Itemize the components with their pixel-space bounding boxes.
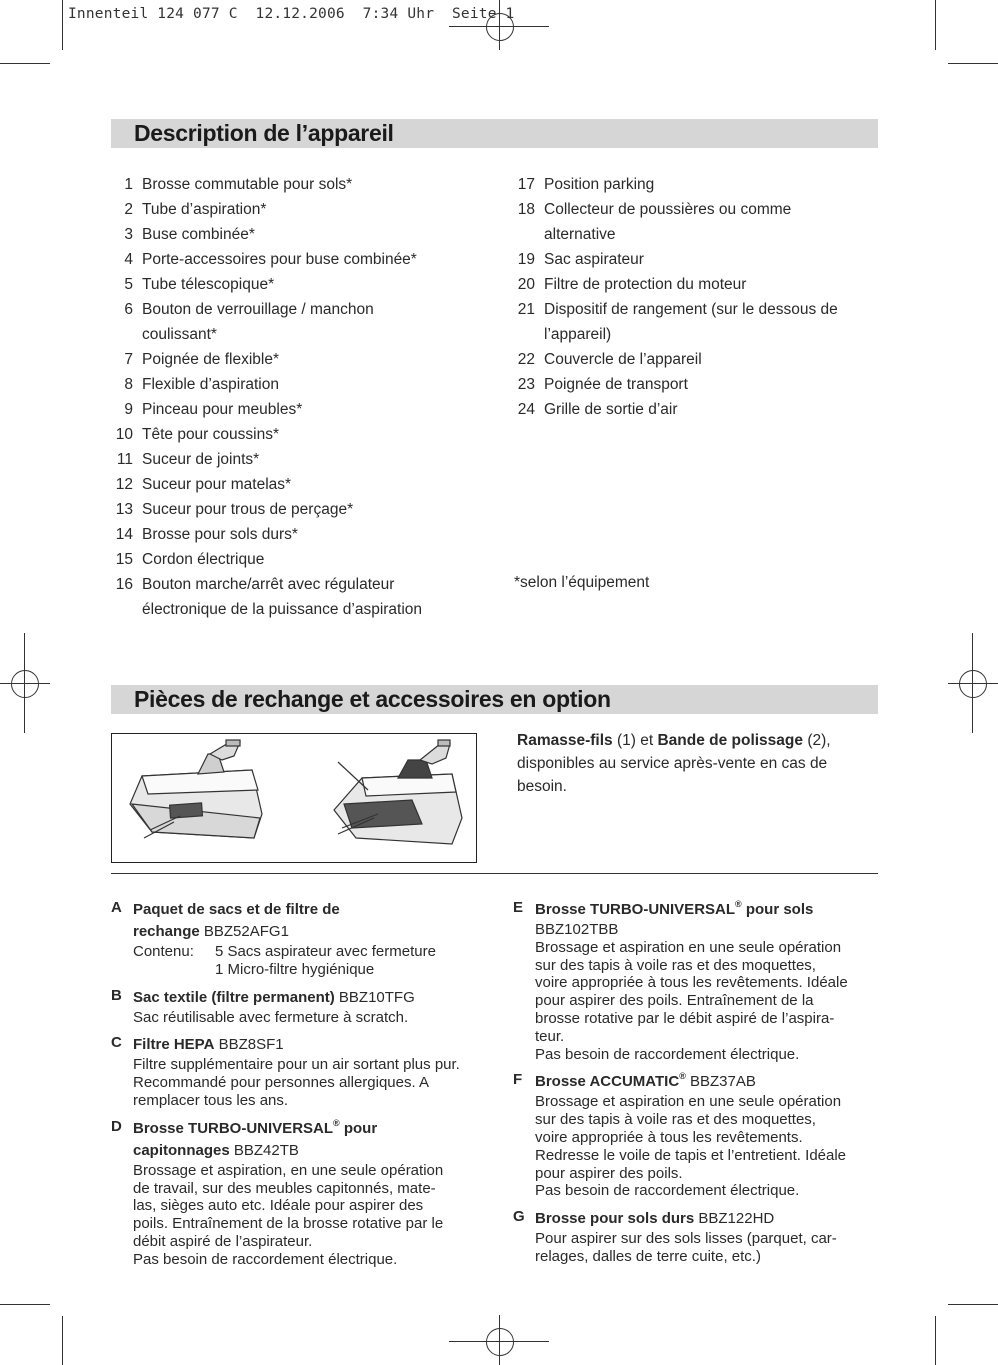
accessory-letter: A	[111, 899, 122, 916]
accessory-code: BBZ52AFG1	[199, 923, 289, 940]
accessory-desc: de travail, sur des meubles capitonnés, mate-	[133, 1179, 436, 1197]
accessory-desc: Pas besoin de raccordement électrique.	[133, 1250, 398, 1268]
part-item	[513, 397, 893, 422]
part-number: 7	[124, 351, 133, 368]
part-label: Bouton de verrouillage / manchon	[142, 301, 374, 318]
part-label: Buse combinée*	[142, 226, 255, 243]
part-label: Porte-accessoires pour buse combinée*	[142, 251, 417, 268]
part-label: Grille de sortie d’air	[544, 401, 678, 418]
accessory-desc: pour aspirer des poils. Entraînement de la	[535, 992, 814, 1010]
contenu-item: 1 Micro-filtre hygiénique	[215, 960, 375, 978]
accessory-desc: voire appropriée à tous les revêtements.	[535, 1128, 803, 1146]
contenu-label: Contenu:	[133, 943, 194, 960]
part-item	[111, 497, 491, 522]
note-text: (2),	[803, 732, 831, 749]
accessory-code: BBZ42TB	[229, 1141, 299, 1159]
part-item	[111, 572, 491, 597]
footnote: *selon l’équipement	[514, 574, 650, 591]
accessory-letter: D	[111, 1117, 122, 1135]
accessory-note-line: disponibles au service après-vente en cas de	[517, 755, 828, 772]
part-number: 16	[115, 576, 133, 593]
accessory-title: Paquet de sacs et de filtre de	[133, 901, 340, 918]
accessory-code: BBZ102TBB	[535, 921, 619, 938]
part-label-continued: électronique de la puissance d’aspiration	[142, 601, 423, 618]
part-item	[111, 272, 491, 297]
accessory-desc: sur des tapis à voile ras et des moquettes,	[535, 1111, 816, 1129]
note-text: (1) et	[612, 732, 658, 749]
accessory-desc: brosse rotative par le débit aspiré de l’aspira-	[535, 1009, 835, 1027]
divider	[111, 873, 878, 874]
accessory-desc: las, sièges auto etc. Idéale pour aspirer des	[133, 1197, 424, 1215]
accessory-desc: Brossage et aspiration en une seule opération	[535, 1093, 842, 1111]
accessory-G	[513, 1208, 893, 1266]
part-item	[111, 547, 491, 572]
part-label-continued: l’appareil)	[544, 326, 612, 343]
part-label: Brosse pour sols durs*	[142, 526, 298, 543]
part-number: 2	[124, 201, 133, 218]
accessory-title: rechange	[133, 923, 200, 940]
part-item	[111, 172, 491, 197]
part-number: 24	[517, 401, 535, 418]
part-label: Bouton marche/arrêt avec régulateur	[142, 576, 395, 593]
part-label: Suceur pour matelas*	[142, 476, 292, 493]
crop-mark	[62, 0, 63, 50]
accessory-title: Brosse TURBO-UNIVERSAL	[133, 1119, 334, 1137]
part-number: 17	[517, 176, 535, 193]
note-bold: Bande de polissage	[657, 732, 804, 749]
part-label: Collecteur de poussières ou comme	[544, 201, 792, 218]
part-item	[111, 447, 491, 472]
part-number: 10	[115, 426, 133, 443]
part-label: Filtre de protection du moteur	[544, 276, 747, 293]
part-label: Position parking	[544, 176, 655, 193]
accessory-desc: voire appropriée à tous les revêtements. Idéale	[535, 974, 848, 992]
accessory-title: Brosse pour sols durs	[535, 1210, 695, 1228]
part-number: 6	[124, 301, 133, 318]
registered-mark: ®	[333, 1117, 340, 1128]
accessory-desc: pour aspirer des poils.	[535, 1164, 683, 1182]
floor-nozzle-brush-icon	[130, 740, 262, 838]
part-item	[513, 247, 893, 272]
section-title: Description de l’appareil	[134, 120, 394, 146]
accessory-title: Brosse ACCUMATIC	[535, 1073, 680, 1091]
nozzle-illustration	[111, 733, 477, 863]
accessory-note	[517, 729, 877, 798]
part-item	[111, 422, 491, 447]
part-item	[111, 197, 491, 222]
part-number: 3	[124, 226, 133, 243]
part-number: 12	[115, 476, 133, 493]
accessory-letter: E	[513, 899, 524, 916]
accessory-title: Sac textile (filtre permanent)	[133, 988, 335, 1006]
accessory-E	[513, 899, 893, 1063]
part-label: Poignée de flexible*	[142, 351, 280, 368]
part-number: 1	[124, 176, 133, 193]
part-item	[513, 272, 893, 297]
accessory-desc: sur des tapis à voile ras et des moquettes,	[535, 956, 816, 974]
part-item	[513, 172, 893, 197]
accessory-note-line: besoin.	[517, 778, 567, 795]
accessory-A	[111, 899, 501, 979]
accessory-D	[111, 1118, 501, 1269]
part-item	[111, 247, 491, 272]
part-label: Poignée de transport	[544, 376, 688, 393]
part-number: 5	[124, 276, 133, 293]
part-item	[513, 297, 893, 322]
accessory-desc: poils. Entraînement de la brosse rotative par le	[133, 1215, 444, 1233]
part-number: 20	[517, 276, 535, 293]
part-number: 9	[124, 401, 133, 418]
part-number: 8	[124, 376, 133, 393]
parts-list-left	[111, 172, 491, 622]
part-label: Brosse commutable pour sols*	[142, 176, 353, 193]
accessory-letter: C	[111, 1034, 122, 1052]
part-number: 4	[124, 251, 133, 268]
part-item	[111, 222, 491, 247]
section-title: Pièces de rechange et accessoires en option	[134, 686, 611, 712]
accessory-note-line	[517, 729, 877, 752]
accessory-F	[513, 1071, 893, 1200]
part-number: 21	[517, 301, 535, 318]
part-number: 11	[116, 451, 133, 468]
accessory-desc: débit aspiré de l’aspirateur.	[133, 1232, 313, 1250]
part-label: Couvercle de l’appareil	[544, 351, 702, 368]
print-header: Innenteil 124 077 C 12.12.2006 7:34 Uhr Seite 1	[68, 6, 515, 22]
accessory-desc: Filtre supplémentaire pour un air sortant plus pur.	[133, 1056, 460, 1074]
part-label: Dispositif de rangement (sur le dessous de	[544, 301, 838, 318]
registered-mark: ®	[735, 899, 742, 909]
part-number: 23	[517, 376, 535, 393]
part-label: Tube télescopique*	[142, 276, 275, 293]
crop-mark	[935, 0, 936, 50]
accessory-desc: Brossage et aspiration en une seule opération	[535, 938, 842, 956]
accessory-C	[111, 1034, 501, 1109]
part-number: 14	[115, 526, 133, 543]
crop-mark	[948, 63, 998, 64]
part-label-continued: alternative	[544, 226, 616, 243]
section-header-spare-parts	[111, 685, 878, 714]
part-number: 19	[517, 251, 535, 268]
accessory-desc: Brossage et aspiration, en une seule opération	[133, 1161, 444, 1179]
part-number: 13	[115, 501, 133, 518]
crop-mark	[0, 63, 50, 64]
crop-mark	[935, 1316, 936, 1365]
accessory-title: Brosse TURBO-UNIVERSAL	[535, 901, 736, 918]
accessory-desc: Pas besoin de raccordement électrique.	[535, 1182, 800, 1200]
crop-mark	[62, 1316, 63, 1365]
accessory-desc: Pas besoin de raccordement électrique.	[535, 1045, 800, 1063]
part-label: Tête pour coussins*	[142, 426, 279, 443]
crop-mark	[948, 1304, 998, 1305]
accessory-code: BBZ37AB	[685, 1073, 756, 1091]
part-label: Suceur pour trous de perçage*	[142, 501, 354, 518]
accessory-title: capitonnages	[133, 1141, 230, 1159]
accessory-desc: remplacer tous les ans.	[133, 1091, 289, 1109]
part-item	[513, 197, 893, 222]
section-header-description	[111, 119, 878, 148]
accessory-title: pour	[339, 1119, 378, 1137]
part-label: Suceur de joints*	[142, 451, 260, 468]
accessory-desc: Pour aspirer sur des sols lisses (parquet, car-	[535, 1230, 837, 1248]
part-label: Sac aspirateur	[544, 251, 644, 268]
part-item	[513, 372, 893, 397]
floor-nozzle-polish-icon	[334, 740, 462, 844]
part-label-continued: coulissant*	[142, 326, 217, 343]
accessory-letter: F	[513, 1071, 523, 1089]
part-item	[111, 297, 491, 322]
accessory-code: BBZ10TFG	[334, 988, 415, 1006]
registered-mark: ®	[679, 1071, 686, 1082]
part-number: 18	[517, 201, 535, 218]
accessory-desc: relages, dalles de terre cuite, etc.)	[535, 1247, 761, 1265]
accessories-right	[513, 899, 893, 1274]
accessory-desc: Recommandé pour personnes allergiques. A	[133, 1074, 430, 1092]
part-label: Tube d’aspiration*	[142, 201, 267, 218]
accessory-code: BBZ8SF1	[214, 1036, 284, 1054]
part-item	[111, 472, 491, 497]
contenu-item: 5 Sacs aspirateur avec fermeture	[215, 943, 436, 960]
part-number: 15	[115, 551, 133, 568]
part-label: Flexible d’aspiration	[142, 376, 279, 393]
note-bold: Ramasse-fils	[517, 732, 613, 749]
accessory-letter: B	[111, 986, 122, 1004]
parts-list-right	[513, 172, 893, 422]
accessory-letter: G	[513, 1208, 525, 1226]
part-item	[111, 347, 491, 372]
part-number: 22	[517, 351, 535, 368]
part-item	[513, 347, 893, 372]
accessory-code: BBZ122HD	[694, 1210, 775, 1228]
accessory-desc: Redresse le voile de tapis et l’entretient. Idéale	[535, 1146, 847, 1164]
part-label: Cordon électrique	[142, 551, 265, 568]
part-item	[111, 522, 491, 547]
nozzle-drawing	[112, 734, 476, 862]
accessory-desc: Sac réutilisable avec fermeture à scratch.	[133, 1008, 409, 1026]
part-item	[111, 397, 491, 422]
accessory-title: Filtre HEPA	[133, 1036, 215, 1054]
accessory-title: pour sols	[741, 901, 814, 918]
accessory-B	[111, 987, 501, 1027]
crop-mark	[0, 1304, 50, 1305]
part-item	[111, 372, 491, 397]
part-label: Pinceau pour meubles*	[142, 401, 303, 418]
accessory-desc: teur.	[535, 1027, 565, 1045]
accessories-left	[111, 899, 501, 1277]
